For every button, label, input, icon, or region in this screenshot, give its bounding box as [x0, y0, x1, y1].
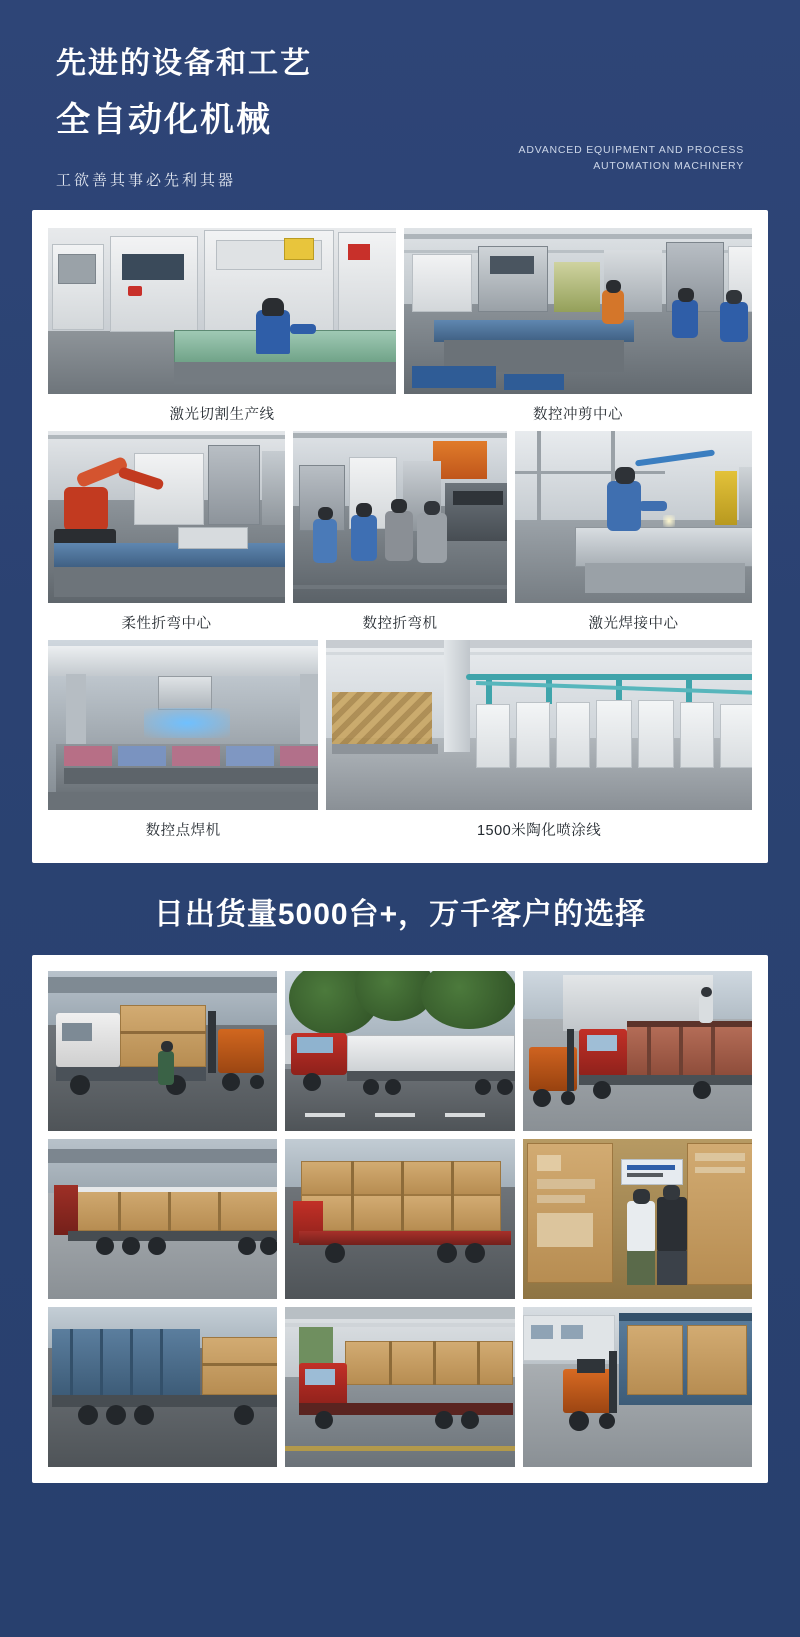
caption-cnc-spot-welding-machine: 数控点焊机 — [145, 822, 221, 839]
header-subtitle: 工欲善其事必先利其器 — [56, 171, 237, 189]
equipment-item-spot-welding — [48, 640, 318, 847]
page-header — [0, 0, 800, 190]
caption-cnc-bending-machine: 数控折弯机 — [362, 615, 438, 632]
photo-truck-loaded-cartons — [285, 1139, 514, 1299]
photo-ceramic-coating-line — [326, 640, 752, 810]
caption-cnc-punch-shear-center: 数控冲剪中心 — [533, 406, 623, 423]
photo-workers-packing-cartons — [523, 1139, 752, 1299]
photo-laser-cutting-line — [48, 228, 396, 394]
equipment-item-cnc-punching — [404, 228, 752, 431]
photo-flatbed-trailer-cartons — [48, 1139, 277, 1299]
shipping-row-2 — [48, 1139, 752, 1299]
photo-laser-welding-center — [515, 431, 752, 603]
caption-laser-cutting-line: 激光切割生产线 — [169, 406, 275, 423]
caption-flexible-bending-center: 柔性折弯中心 — [121, 615, 212, 632]
photo-cnc-punch-shear-center — [404, 228, 752, 394]
shipping-panel — [32, 955, 768, 1483]
photo-red-truck-white-cabinets — [285, 971, 514, 1131]
shipping-row-1 — [48, 971, 752, 1131]
equipment-item-laser-cutting — [48, 228, 396, 431]
header-english-block — [519, 142, 744, 175]
equipment-item-coating-line — [326, 640, 752, 847]
photo-cnc-bending-machine — [293, 431, 507, 603]
header-english-line2: AUTOMATION MACHINERY — [593, 160, 744, 173]
equipment-row-1 — [48, 228, 752, 431]
header-english-line1: ADVANCED EQUIPMENT AND PROCESS — [518, 144, 744, 156]
photo-forklift-into-container — [523, 1307, 752, 1467]
header-title-primary: 先进的设备和工艺 — [56, 47, 312, 80]
caption-ceramic-coating-line: 1500米陶化喷涂线 — [476, 822, 602, 839]
caption-laser-welding-center: 激光焊接中心 — [588, 615, 679, 632]
photo-forklift-loading-white-truck — [48, 971, 277, 1131]
equipment-item-flexible-bending — [48, 431, 285, 640]
photo-factory-yard-truck-loading — [285, 1307, 514, 1467]
shipment-banner: 日出货量5000台+，万千客户的选择 — [153, 897, 647, 931]
equipment-row-3 — [48, 640, 752, 847]
photo-container-truck-loading — [48, 1307, 277, 1467]
equipment-panel — [32, 210, 768, 863]
equipment-item-laser-welding — [515, 431, 752, 640]
equipment-row-2 — [48, 431, 752, 640]
photo-flexible-bending-center — [48, 431, 285, 603]
photo-forklift-loading-cargo-truck — [523, 971, 752, 1131]
photo-cnc-spot-welding-machine — [48, 640, 318, 810]
header-title-secondary: 全自动化机械 — [56, 101, 272, 139]
shipping-row-3 — [48, 1307, 752, 1467]
equipment-item-cnc-bending — [293, 431, 507, 640]
